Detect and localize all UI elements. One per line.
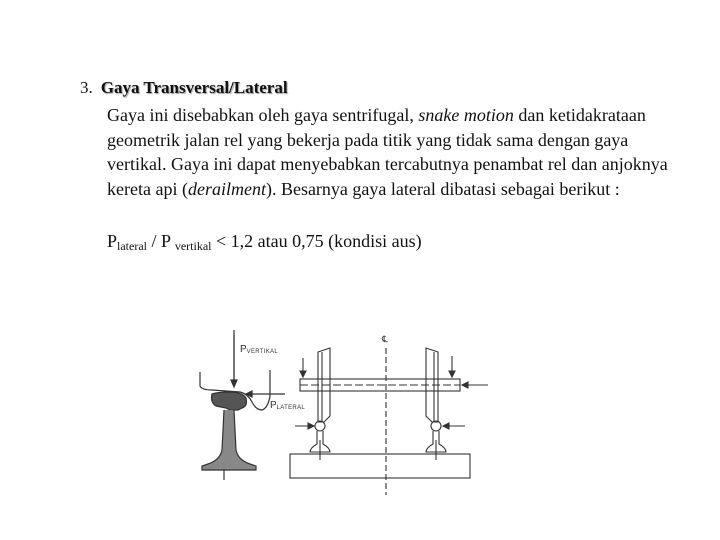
section-number: 3.	[80, 78, 93, 97]
paragraph-text: ). Besarnya gaya lateral dibatasi sebagai berikut :	[265, 178, 620, 199]
formula-sub-vertikal: vertikal	[174, 239, 212, 253]
italic-term-snake-motion: snake motion	[418, 105, 514, 125]
formula-slash: /	[147, 231, 162, 251]
rail-force-diagram	[190, 330, 490, 500]
centerline-symbol: ℄	[382, 334, 388, 344]
formula	[107, 229, 422, 258]
label-p-lateral	[270, 400, 305, 411]
formula-sub-lateral: lateral	[117, 239, 147, 253]
paragraph-text: Gaya ini disebabkan oleh gaya sentrifugal,	[107, 105, 419, 125]
body-paragraph	[107, 103, 687, 201]
label-p: P	[240, 344, 247, 355]
formula-rest: < 1,2 atau 0,75 (kondisi aus)	[211, 231, 422, 251]
formula-p: P	[107, 231, 118, 251]
section-heading	[80, 76, 288, 100]
italic-term-derailment: derailment	[187, 178, 266, 199]
label-p: P	[270, 400, 277, 411]
label-p-vertikal	[240, 344, 278, 355]
formula-p: P	[161, 231, 175, 251]
section-title: Gaya Transversal/Lateral	[100, 78, 288, 97]
label-sub: LATERAL	[276, 405, 306, 411]
paragraph-text: dan ketidakrataan geometrik jalan rel yang bekerja pada titik yang tidak sama dengan gaya vertikal. Gaya ini dapat menyebabkan tercabutnya penambat rel dan anjoknya kereta api (	[107, 105, 668, 199]
label-sub: VERTIKAL	[246, 349, 278, 355]
diagram-drawing	[190, 330, 490, 500]
